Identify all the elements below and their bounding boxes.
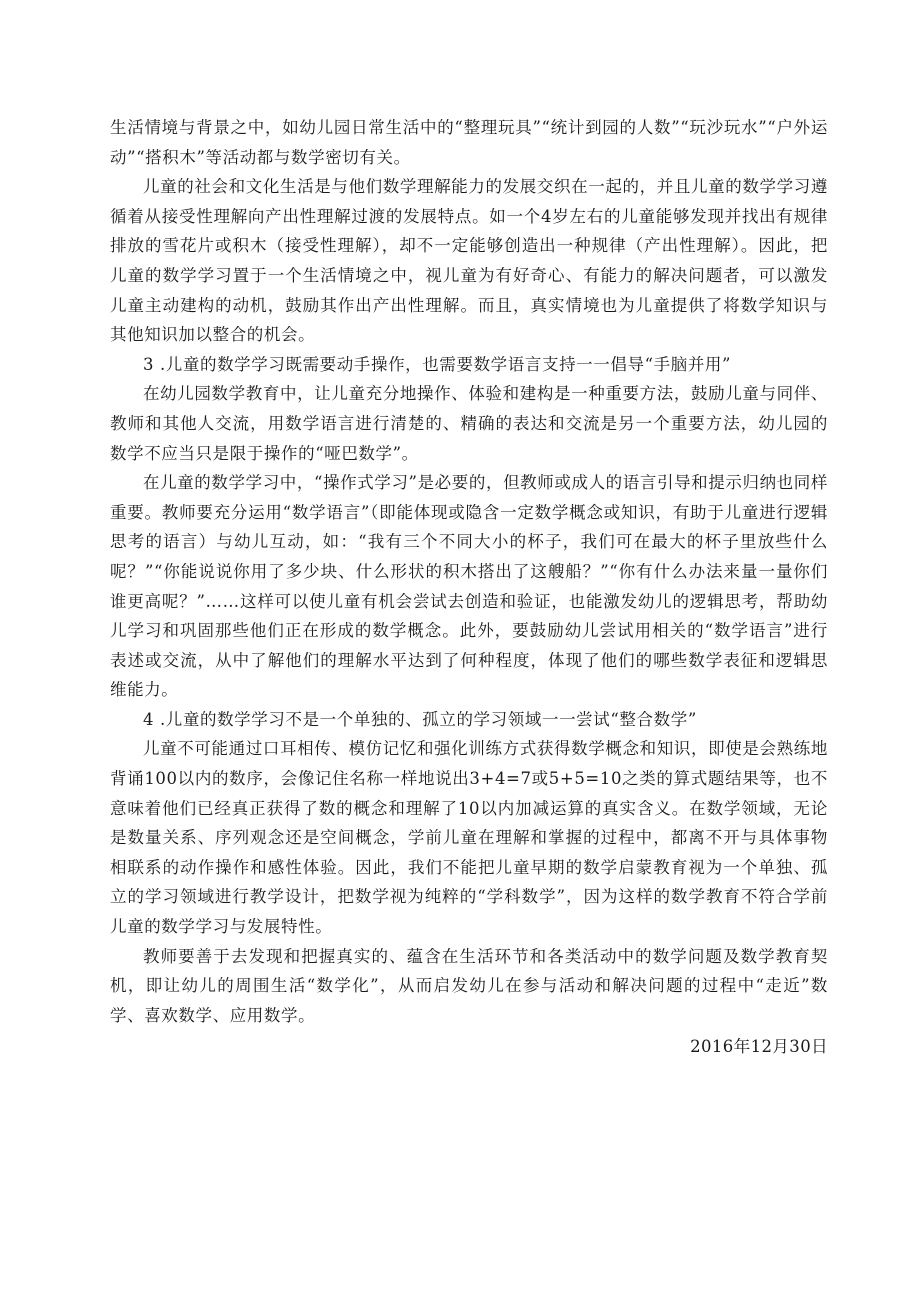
section-heading-4: 4 .儿童的数学学习不是一个单独的、孤立的学习领域一一尝试“整合数学”	[143, 709, 697, 729]
paragraph-math-language: 在儿童的数学学习中，“操作式学习”是必要的，但教师或成人的语言引导和提示归纳也同样重要。教师要充分运用“数学语言”（即能体现或隐含一定数学概念或知识，有助于儿童进行逻辑思考的语言）与幼儿互动，如：“我有三个不同大小的杯子，我们可在最大的杯子里放些什么呢？”“你能说说你用了多少块、什么形状的积木搭出了这艘船？”“你有什么办法来量一量你们谁更高呢？”……这样可以使儿童有机会尝试去创造和验证，也能激发幼儿的逻辑思考，帮助幼儿学习和巩固那些他们正在形成的数学概念。此外，要鼓励幼儿尝试用相关的“数学语言”进行表述或交流，从中了解他们的理解水平达到了何种程度，体现了他们的哪些数学表征和逻辑思维能力。	[110, 473, 828, 700]
document-date: 2016年12月30日	[690, 1037, 828, 1057]
paragraph-social-culture: 儿童的社会和文化生活是与他们数学理解能力的发展交织在一起的，并且儿童的数学学习遵循着从接受性理解向产出性理解过渡的发展特点。如一个4岁左右的儿童能够发现并找出有规律排放的雪花片或积木（接受性理解），却不一定能够创造出一种规律（产出性理解）。因此，把儿童的数学学习置于一个生活情境之中，视儿童为有好奇心、有能力的解决问题者，可以激发儿童主动建构的动机，鼓励其作出产出性理解。而且，真实情境也为儿童提供了将数学知识与其他知识加以整合的机会。	[110, 177, 828, 345]
paragraph-integrated-math: 儿童不可能通过口耳相传、模仿记忆和强化训练方式获得数学概念和知识，即使是会熟练地背诵100以内的数序，会像记住名称一样地说出3+4=7或5+5=10之类的算式题结果等，也不意味着他们已经真正获得了数的概念和理解了10以内加减运算的真实含义。在数学领域，无论是数量关系、序列观念还是空间概念，学前儿童在理解和掌握的过程中，都离不开与具体事物相联系的动作操作和感性体验。因此，我们不能把儿童早期的数学启蒙教育视为一个单独、孤立的学习领域进行教学设计，把数学视为纯粹的“学科数学”，因为这样的数学教育不符合学前儿童的数学学习与发展特性。	[110, 739, 828, 937]
paragraph-continuation: 生活情境与背景之中，如幼儿园日常生活中的“整理玩具”“统计到园的人数”“玩沙玩水”“户外运动”“搭积木”等活动都与数学密切有关。	[110, 118, 828, 167]
document-page	[110, 113, 828, 1062]
section-heading-3: 3 .儿童的数学学习既需要动手操作，也需要数学语言支持一一倡导“手脑并用”	[143, 354, 732, 374]
paragraph-operation: 在幼儿园数学教育中，让儿童充分地操作、体验和建构是一种重要方法，鼓励儿童与同伴、教师和其他人交流，用数学语言进行清楚的、精确的表达和交流是另一个重要方法，幼儿园的数学不应当只是限于操作的“哑巴数学”。	[110, 384, 828, 463]
paragraph-teacher-role: 教师要善于去发现和把握真实的、蕴含在生活环节和各类活动中的数学问题及数学教育契机，即让幼儿的周围生活“数学化”，从而启发幼儿在参与活动和解决问题的过程中“走近”数学、喜欢数学、应用数学。	[110, 946, 828, 1025]
